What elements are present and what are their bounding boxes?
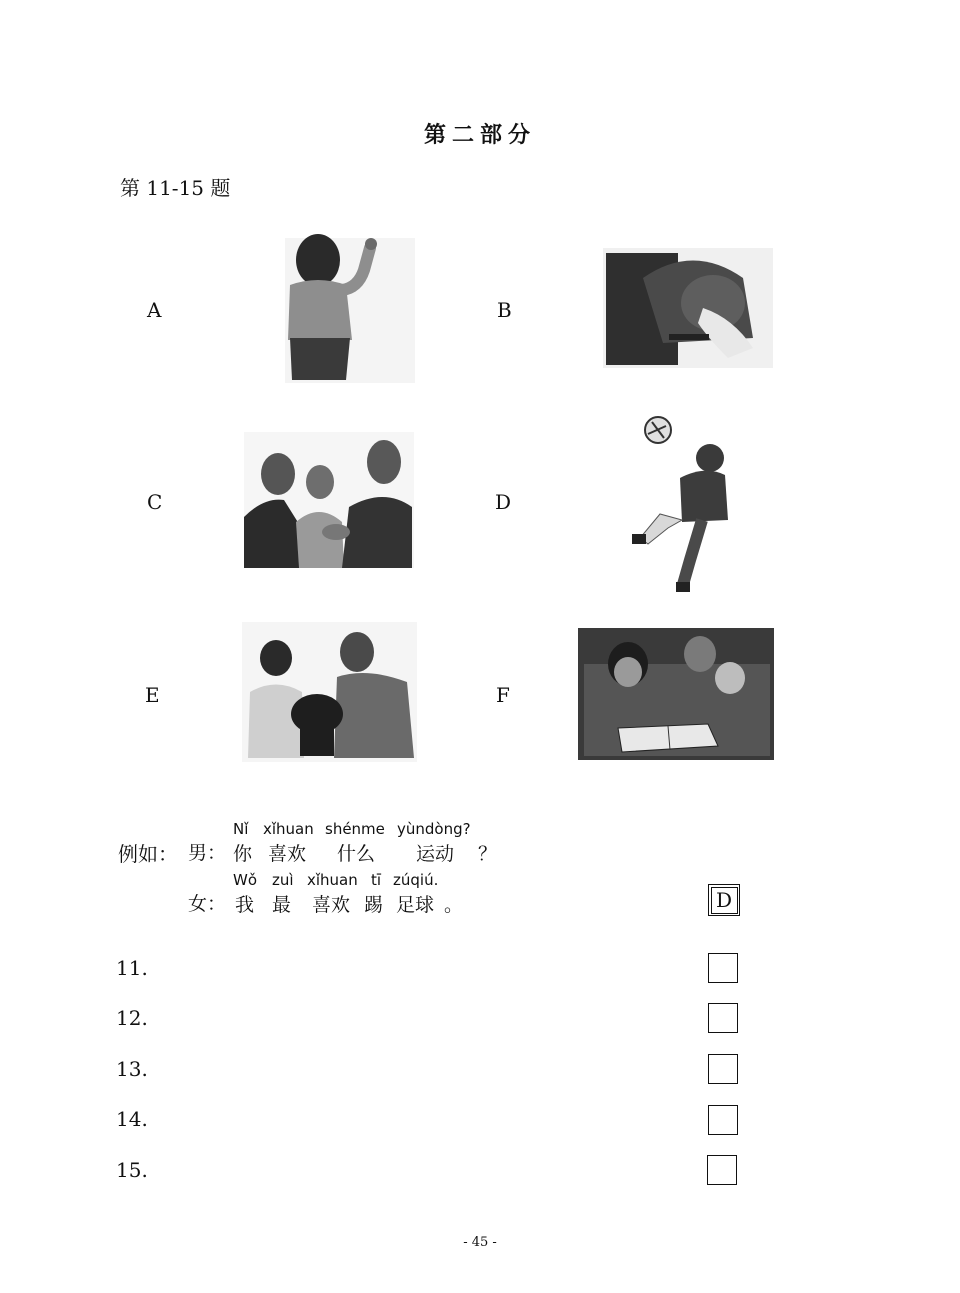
pinyin-word: zuì [272,871,294,889]
answer-box-12[interactable] [708,1003,738,1033]
answer-box-13[interactable] [708,1054,738,1084]
chinese-word: 足球 [396,894,435,916]
option-label-c: C [147,490,163,514]
question-number: 13. [116,1057,148,1081]
answer-box-15[interactable] [707,1155,737,1185]
man-sleeping-photo [603,248,773,368]
people-shaking-hands-photo [244,432,414,568]
option-label-f: F [496,683,510,707]
answer-box-11[interactable] [708,953,738,983]
chinese-word: 你 [233,843,253,865]
pinyin-word: Wǒ [233,871,258,889]
page-number: - 45 - [463,1235,497,1250]
section-title: 第二部分 [423,122,536,148]
woman-kicking-football-photo [620,410,770,600]
pinyin-word: shénme [325,820,385,838]
answer-box-14[interactable] [708,1105,738,1135]
option-label-e: E [145,683,160,707]
chinese-punctuation: 。 [444,894,464,916]
pinyin-word: Nǐ [233,820,249,838]
question-number: 14. [116,1107,148,1131]
example-answer: D [711,887,738,914]
pinyin-word: xǐhuan [263,820,314,838]
option-label-a: A [147,298,162,322]
question-number: 15. [116,1158,148,1182]
pinyin-word: xǐhuan [307,871,358,889]
question-number: 12. [116,1006,148,1030]
chinese-word: 喜欢 [312,894,351,916]
pinyin-word: yùndòng? [397,820,471,838]
chinese-word: 我 [235,894,255,916]
example-answer-box [708,884,740,916]
chinese-word: 喜欢 [268,843,307,865]
option-label-d: D [495,490,512,514]
question-number: 11. [116,956,148,980]
chinese-word: 什么 [337,843,376,865]
example-label: 例如： [118,842,178,866]
chinese-word: 运动 [416,843,455,865]
man-and-woman-with-dog-photo [242,622,417,762]
chinese-punctuation: ？ [478,843,498,865]
pinyin-word: tī [371,871,382,889]
chinese-word: 最 [272,894,292,916]
woman-writing-on-board-photo [260,230,420,385]
option-label-b: B [497,298,512,322]
pinyin-word: zúqiú. [393,871,439,889]
question-range: 第 11-15 题 [120,176,231,200]
chinese-word: 踢 [364,894,384,916]
speaker-male: 男： [188,842,227,864]
speaker-female: 女： [188,893,227,915]
family-reading-book-photo [578,628,774,760]
